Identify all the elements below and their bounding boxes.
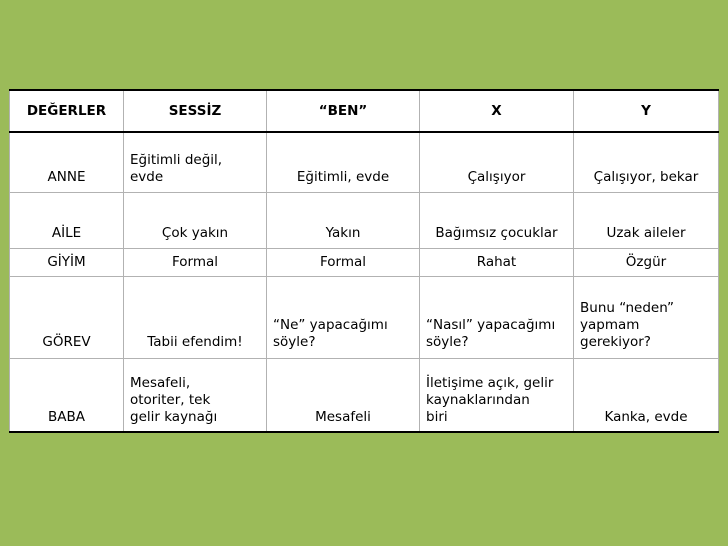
cell-anne-sessiz: Eğitimli değil, evde (124, 132, 267, 193)
cell-giyim-x: Rahat (420, 249, 574, 277)
header-ben: “BEN” (267, 90, 420, 132)
cell-gorev-ben: “Ne” yapacağımı söyle? (267, 277, 420, 359)
row-label-aile: AİLE (10, 193, 124, 249)
cell-giyim-ben: Formal (267, 249, 420, 277)
table-row-gorev (10, 277, 719, 359)
table-header-row (10, 90, 719, 132)
header-sessiz: SESSİZ (124, 90, 267, 132)
cell-anne-ben: Eğitimli, evde (267, 132, 420, 193)
header-degerler: DEĞERLER (10, 90, 124, 132)
cell-gorev-x: “Nasıl” yapacağımı söyle? (420, 277, 574, 359)
values-table (9, 89, 719, 433)
row-label-baba: BABA (10, 359, 124, 433)
cell-aile-y: Uzak aileler (574, 193, 719, 249)
header-x: X (420, 90, 574, 132)
cell-gorev-y: Bunu “neden” yapmam gerekiyor? (574, 277, 719, 359)
cell-anne-x: Çalışıyor (420, 132, 574, 193)
cell-aile-ben: Yakın (267, 193, 420, 249)
cell-baba-ben: Mesafeli (267, 359, 420, 433)
cell-baba-y: Kanka, evde (574, 359, 719, 433)
table-row-giyim (10, 249, 719, 277)
table-row-aile (10, 193, 719, 249)
table-row-baba (10, 359, 719, 433)
cell-gorev-sessiz: Tabii efendim! (124, 277, 267, 359)
cell-giyim-sessiz: Formal (124, 249, 267, 277)
row-label-giyim: GİYİM (10, 249, 124, 277)
cell-giyim-y: Özgür (574, 249, 719, 277)
cell-baba-x: İletişime açık, gelir kaynaklarından biri (420, 359, 574, 433)
row-label-gorev: GÖREV (10, 277, 124, 359)
cell-baba-sessiz: Mesafeli, otoriter, tek gelir kaynağı (124, 359, 267, 433)
table-row-anne (10, 132, 719, 193)
row-label-anne: ANNE (10, 132, 124, 193)
cell-aile-x: Bağımsız çocuklar (420, 193, 574, 249)
cell-anne-y: Çalışıyor, bekar (574, 132, 719, 193)
header-y: Y (574, 90, 719, 132)
cell-aile-sessiz: Çok yakın (124, 193, 267, 249)
